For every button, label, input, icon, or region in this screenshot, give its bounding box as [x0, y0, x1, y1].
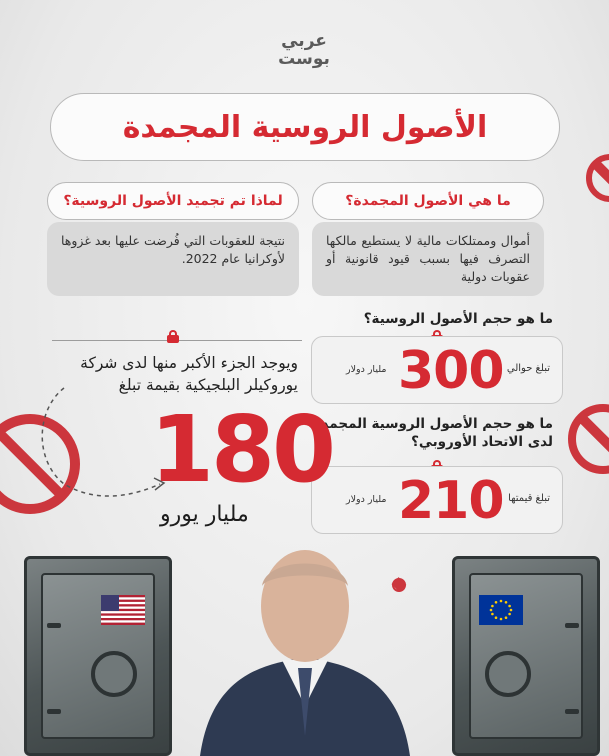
total-size-unit: مليار دولار	[346, 364, 387, 375]
vault-wheel	[91, 651, 137, 697]
vault-bolt	[565, 623, 579, 628]
page-title: الأصول الروسية المجمدة	[122, 109, 488, 145]
euroclear-unit: مليار يورو	[160, 502, 249, 527]
logo-line-2: بوست	[278, 49, 330, 69]
eu-size-lead: تبلغ قيمتها	[508, 493, 550, 504]
total-size-lead: تبلغ حوالي	[506, 363, 550, 374]
total-size-card	[311, 336, 563, 404]
euroclear-value: 180	[150, 396, 334, 503]
what-are-heading: ما هي الأصول المجمدة؟	[345, 193, 511, 209]
us-flag-icon	[101, 595, 145, 625]
why-frozen-heading: لماذا تم تجميد الأصول الروسية؟	[63, 193, 283, 209]
logo-line-1: عربي	[281, 31, 327, 51]
eu-flag-icon	[479, 595, 523, 625]
prohibition-icon	[586, 154, 609, 202]
prohibition-icon	[568, 404, 609, 474]
eu-size-question: ما هو حجم الأصول الروسية المجمدة لدى الاتحاد الأوروبي؟	[313, 416, 553, 450]
why-frozen-body: نتيجة للعقوبات التي فُرضت عليها بعد غزوها لأوكرانيا عام 2022.	[47, 222, 299, 296]
title-banner	[50, 93, 560, 161]
lock-icon	[167, 330, 179, 342]
why-frozen-heading-pill	[47, 182, 299, 220]
vault-bolt	[47, 623, 61, 628]
vault-wheel	[485, 651, 531, 697]
eu-size-card	[311, 466, 563, 534]
eu-size-unit: مليار دولار	[346, 494, 387, 505]
vault-bolt	[47, 709, 61, 714]
brand-logo	[262, 32, 346, 74]
total-size-question: ما هو حجم الأصول الروسية؟	[363, 311, 553, 327]
total-size-value: 300	[398, 341, 504, 401]
eu-vault	[452, 556, 600, 756]
what-are-heading-pill	[312, 182, 544, 220]
what-are-body: أموال وممتلكات مالية لا يستطيع مالكها التصرف فيها بسبب قيود قانونية أو عقوبات دولية	[312, 222, 544, 296]
euroclear-text: ويوجد الجزء الأكبر منها لدى شركة يوروكيلر البلجيكية بقيمة تبلغ	[80, 354, 298, 394]
us-vault	[24, 556, 172, 756]
dashed-arrow	[34, 380, 174, 510]
eu-size-value: 210	[398, 471, 504, 531]
person-photo	[190, 536, 420, 756]
vault-bolt	[565, 709, 579, 714]
